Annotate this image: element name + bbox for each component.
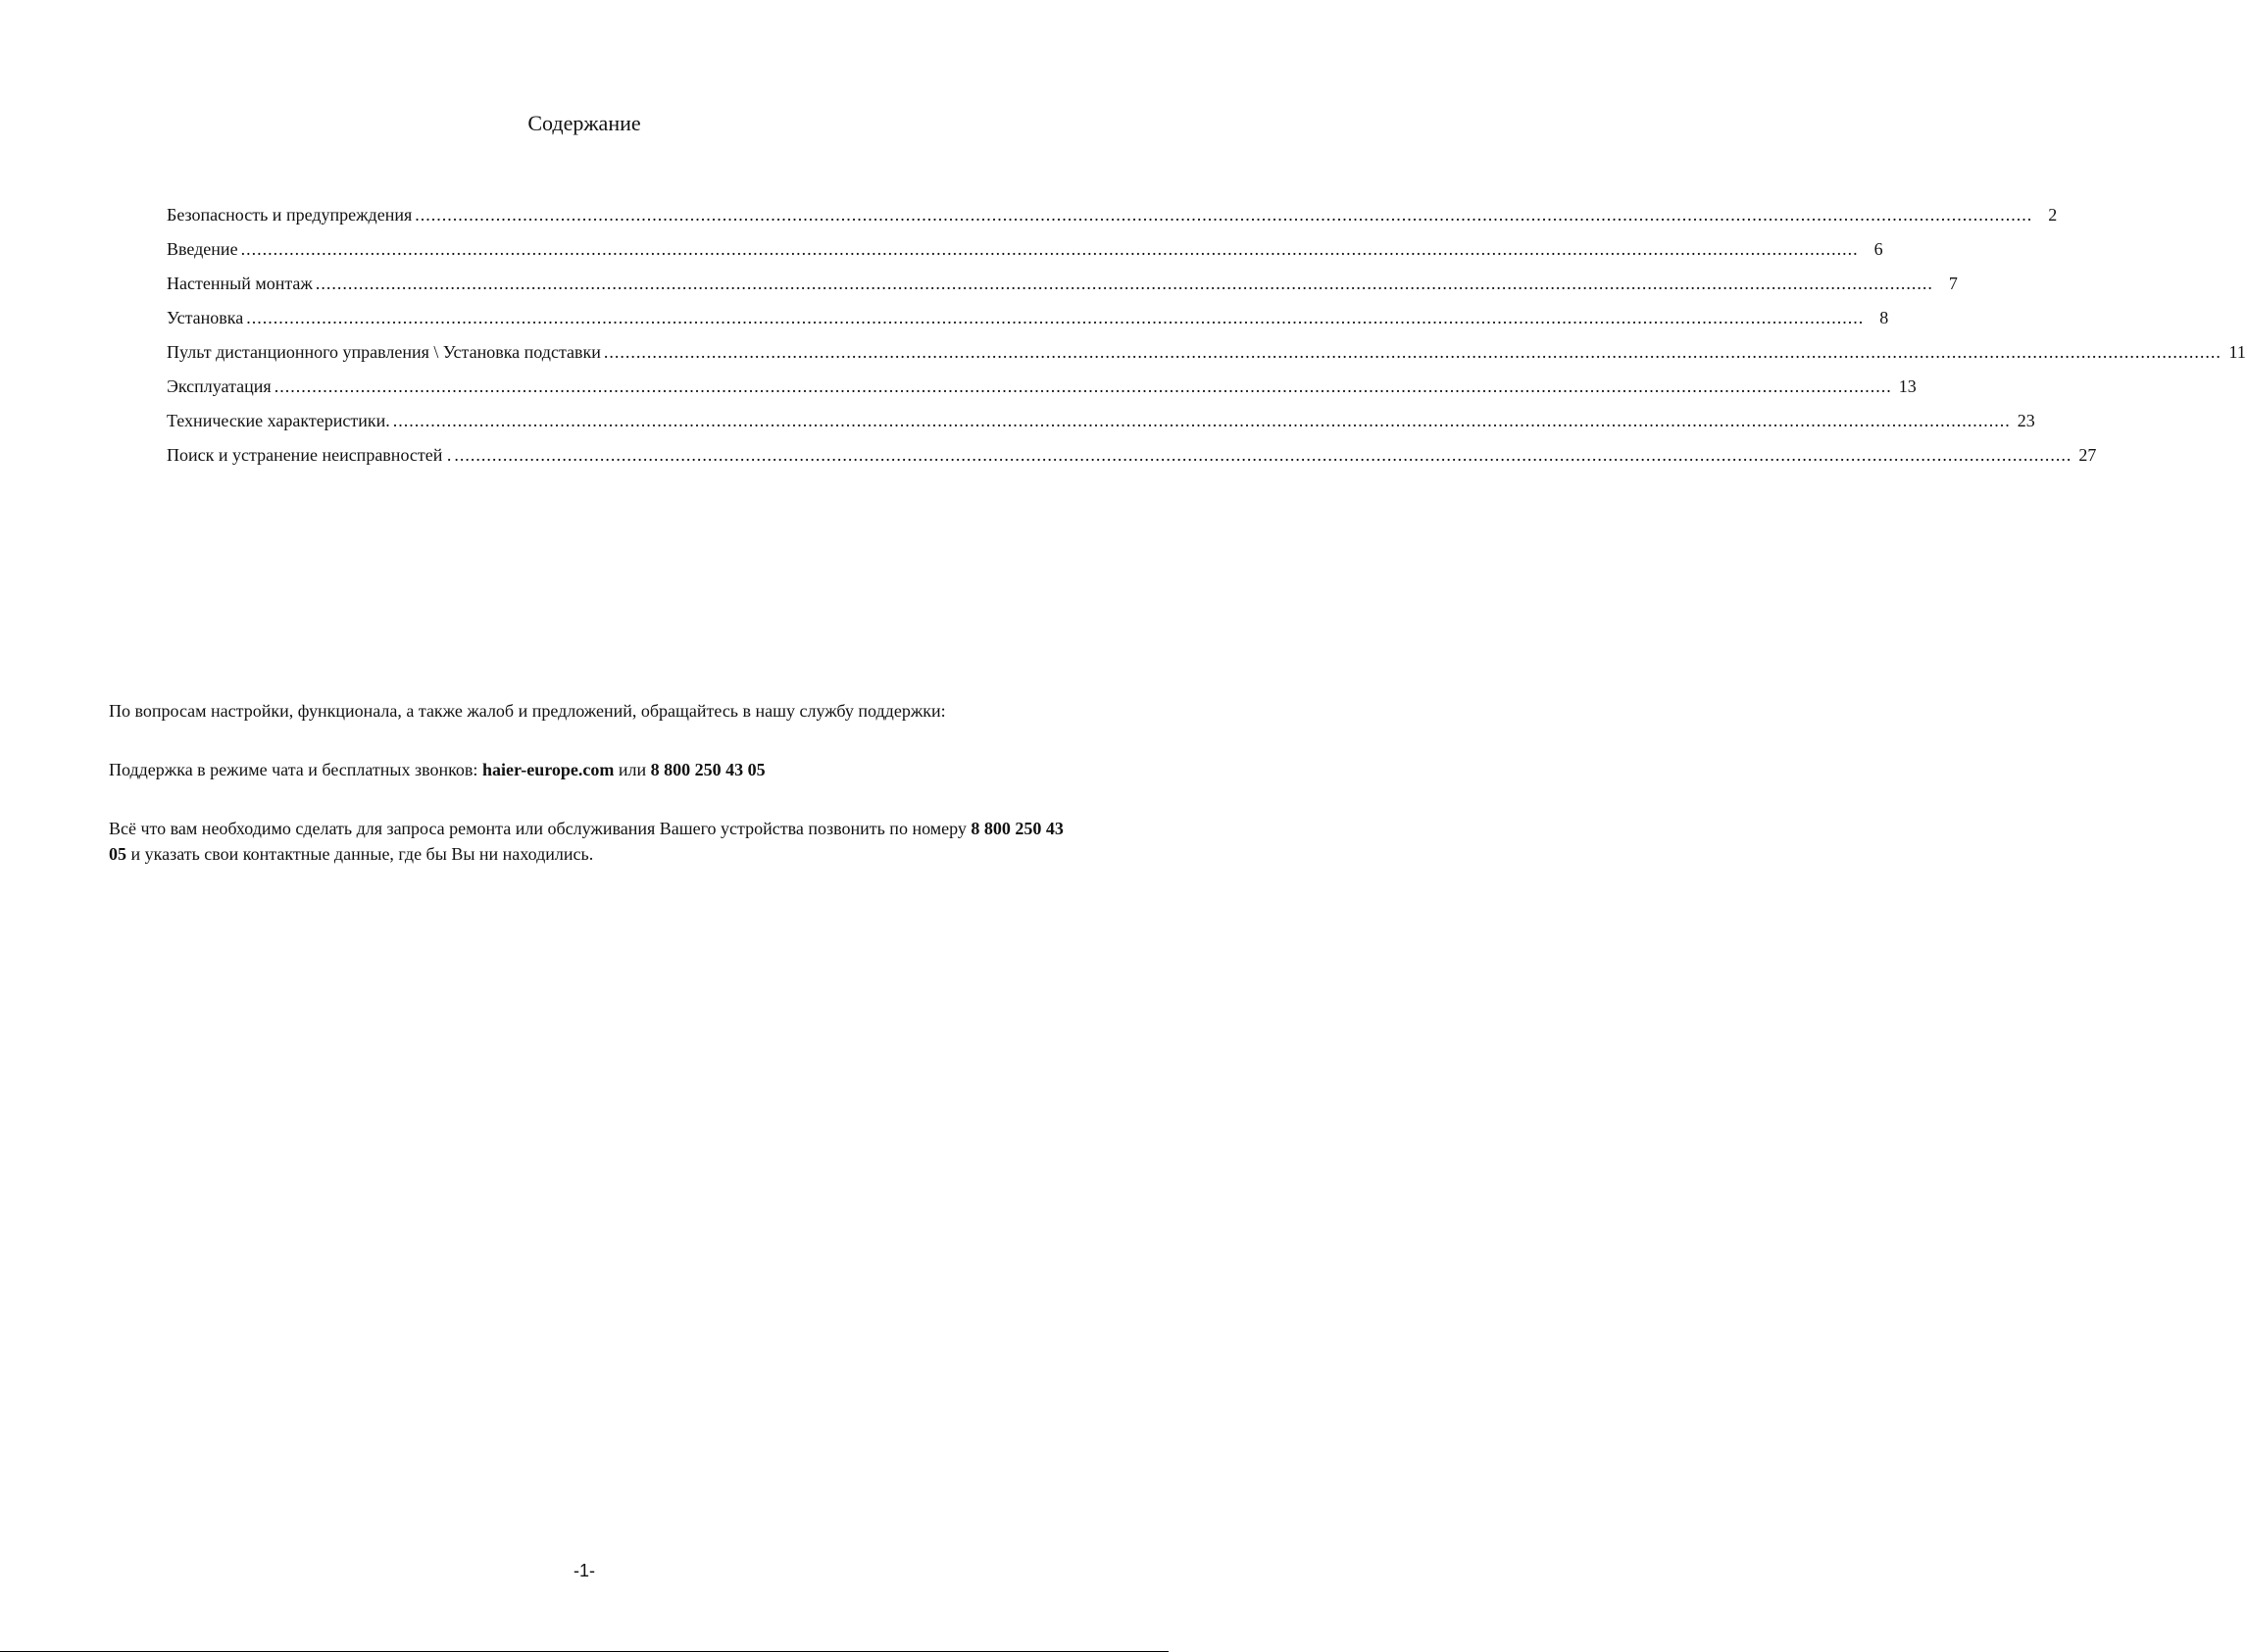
support-website-link[interactable]: haier-europe.com xyxy=(481,760,615,779)
toc-dot-leader: ............................................................................................................................................................................................................................................................................................................ xyxy=(392,411,2011,430)
toc-entry-page: 8 xyxy=(1879,308,1889,327)
toc-entry-page: 13 xyxy=(1898,376,1917,396)
toc-dot-leader: ............................................................................................................................................................................................................................................................................................................ xyxy=(315,274,1933,293)
toc-entry xyxy=(167,375,1917,410)
support-repair-suffix: и указать свои контактные данные, где бы Вы ни находились. xyxy=(130,844,594,864)
toc-entry xyxy=(167,444,2097,478)
toc-entry-label: Установка xyxy=(167,308,244,327)
support-repair-paragraph xyxy=(109,816,1070,867)
toc-entry-label: Введение xyxy=(167,239,238,259)
support-or-word: или xyxy=(618,760,647,779)
toc-entry-label: Технические характеристики. xyxy=(167,411,390,430)
support-chat-line xyxy=(109,757,1070,782)
support-phone-number: 8 800 250 43 05 xyxy=(650,760,766,779)
toc-entry xyxy=(167,273,1958,307)
toc-dot-leader: ............................................................................................................................................................................................................................................................................................................ xyxy=(415,205,2033,225)
toc-entry-page: 11 xyxy=(2228,342,2246,362)
table-of-contents xyxy=(167,204,2246,478)
support-chat-prefix: Поддержка в режиме чата и бесплатных звонков: xyxy=(109,760,478,779)
toc-dot-leader: ............................................................................................................................................................................................................................................................................................................ xyxy=(246,308,1865,327)
toc-entry-page: 7 xyxy=(1948,274,1958,293)
toc-entry xyxy=(167,307,1889,341)
toc-entry-label: Эксплуатация xyxy=(167,376,272,396)
toc-dot-leader: ............................................................................................................................................................................................................................................................................................................ xyxy=(240,239,1859,259)
page-number: -1- xyxy=(574,1561,595,1580)
toc-entry xyxy=(167,341,2246,375)
toc-entry-page: 2 xyxy=(2048,205,2058,225)
toc-entry-label: Пульт дистанционного управления \ Установка подставки xyxy=(167,342,601,362)
toc-entry xyxy=(167,238,1883,273)
support-intro-text: По вопросам настройки, функционала, а также жалоб и предложений, обращайтесь в нашу службу поддержки: xyxy=(109,701,946,721)
toc-entry-page: 23 xyxy=(2017,411,2035,430)
toc-entry xyxy=(167,204,2058,238)
support-repair-prefix: Всё что вам необходимо сделать для запроса ремонта или обслуживания Вашего устройства позвонить по номеру xyxy=(109,819,967,838)
support-repair-phone: 8 800 250 43 05 xyxy=(109,819,1064,864)
toc-entry-page: 6 xyxy=(1873,239,1883,259)
toc-dot-leader: ............................................................................................................................................................................................................................................................................................................ xyxy=(274,376,1892,396)
toc-dot-leader: ............................................................................................................................................................................................................................................................................................................ xyxy=(603,342,2221,362)
toc-entry-label: Безопасность и предупреждения xyxy=(167,205,413,225)
toc-dot-leader: ............................................................................................................................................................................................................................................................................................................ xyxy=(454,445,2072,465)
page-title: Содержание xyxy=(527,111,641,135)
toc-entry-label: Поиск и устранение неисправностей . xyxy=(167,445,452,465)
toc-entry xyxy=(167,410,2035,444)
toc-entry-label: Настенный монтаж xyxy=(167,274,313,293)
toc-entry-page: 27 xyxy=(2078,445,2097,465)
